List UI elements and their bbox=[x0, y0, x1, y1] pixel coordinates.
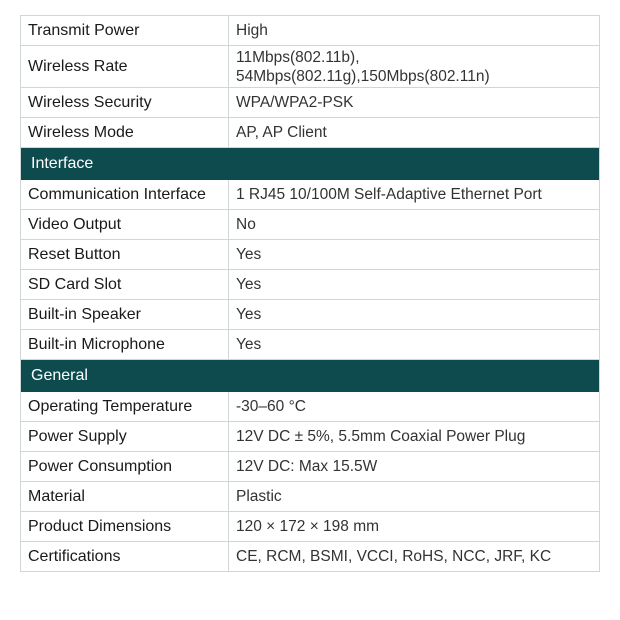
spec-row-power-supply bbox=[21, 422, 599, 452]
spec-row-video-output bbox=[21, 210, 599, 240]
spec-row-power-consumption bbox=[21, 452, 599, 482]
spec-row-communication-interface bbox=[21, 180, 599, 210]
spec-label: Power Supply bbox=[21, 422, 229, 451]
spec-label: SD Card Slot bbox=[21, 270, 229, 299]
spec-row-material bbox=[21, 482, 599, 512]
spec-value: AP, AP Client bbox=[236, 124, 327, 141]
spec-label: Power Consumption bbox=[21, 452, 229, 481]
spec-row-built-in-microphone bbox=[21, 330, 599, 360]
spec-label: Operating Temperature bbox=[21, 392, 229, 421]
spec-value: Yes bbox=[236, 246, 262, 263]
spec-label: Built-in Microphone bbox=[21, 330, 229, 359]
spec-label: Communication Interface bbox=[21, 180, 229, 209]
spec-label: Built-in Speaker bbox=[21, 300, 229, 329]
spec-row-product-dimensions bbox=[21, 512, 599, 542]
spec-value-line: 54Mbps(802.11g),150Mbps(802.11n) bbox=[236, 67, 490, 85]
spec-value: Plastic bbox=[236, 488, 282, 505]
spec-row-wireless-security bbox=[21, 88, 599, 118]
spec-row-sd-card-slot bbox=[21, 270, 599, 300]
spec-row-reset-button bbox=[21, 240, 599, 270]
spec-label: Video Output bbox=[21, 210, 229, 239]
spec-row-operating-temperature bbox=[21, 392, 599, 422]
spec-row-transmit-power bbox=[21, 16, 599, 46]
spec-label: Wireless Rate bbox=[21, 46, 229, 87]
spec-label: Transmit Power bbox=[21, 16, 229, 45]
spec-label: Certifications bbox=[21, 542, 229, 571]
spec-row-certifications bbox=[21, 542, 599, 572]
spec-value: High bbox=[236, 22, 268, 39]
spec-value: 1 RJ45 10/100M Self-Adaptive Ethernet Port bbox=[236, 186, 542, 203]
spec-table bbox=[20, 15, 600, 572]
section-header-general bbox=[21, 360, 599, 392]
spec-row-wireless-rate bbox=[21, 46, 599, 88]
spec-label: Wireless Mode bbox=[21, 118, 229, 147]
spec-value bbox=[229, 46, 599, 87]
section-title: General bbox=[31, 366, 88, 384]
spec-label: Reset Button bbox=[21, 240, 229, 269]
spec-label: Wireless Security bbox=[21, 88, 229, 117]
spec-value: Yes bbox=[236, 276, 262, 293]
section-title: Interface bbox=[31, 154, 94, 172]
spec-value: Yes bbox=[236, 336, 262, 353]
spec-label: Material bbox=[21, 482, 229, 511]
spec-value: WPA/WPA2-PSK bbox=[236, 94, 354, 111]
spec-value: 12V DC: Max 15.5W bbox=[236, 458, 378, 475]
spec-value: No bbox=[236, 216, 256, 233]
spec-value: Yes bbox=[236, 306, 262, 323]
spec-value: 12V DC ± 5%, 5.5mm Coaxial Power Plug bbox=[236, 428, 526, 445]
section-header-interface bbox=[21, 148, 599, 180]
spec-value-line: 11Mbps(802.11b), bbox=[236, 48, 360, 66]
spec-value: CE, RCM, BSMI, VCCI, RoHS, NCC, JRF, KC bbox=[236, 548, 552, 565]
spec-row-built-in-speaker bbox=[21, 300, 599, 330]
spec-value: -30–60 °C bbox=[236, 398, 306, 415]
spec-row-wireless-mode bbox=[21, 118, 599, 148]
spec-label: Product Dimensions bbox=[21, 512, 229, 541]
spec-value: 120 × 172 × 198 mm bbox=[236, 518, 380, 535]
